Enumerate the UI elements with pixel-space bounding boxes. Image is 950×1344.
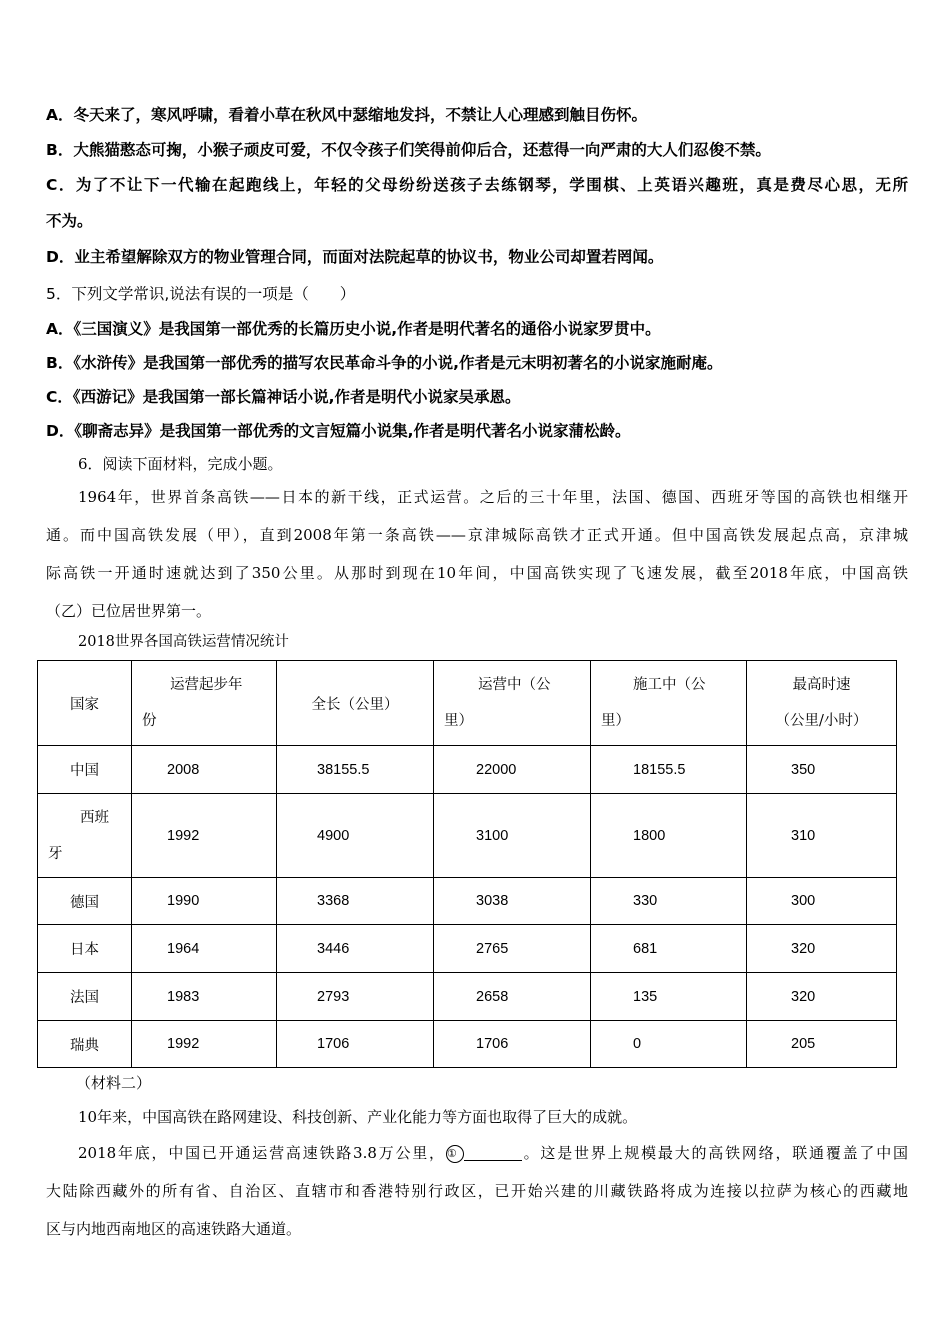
cell-building: 18155.5 bbox=[591, 746, 747, 794]
material1-line-2: 通。而中国高铁发展（甲），直到2008年第一条高铁——京津城际高铁才正式开通。但中国高铁发展起点高，京津城 bbox=[46, 526, 908, 544]
table-row bbox=[38, 973, 897, 1021]
cell-country: 瑞典 bbox=[38, 1021, 132, 1068]
material2-label: （材料二） bbox=[76, 1074, 152, 1092]
cell-year: 1983 bbox=[132, 973, 277, 1021]
q4-option-c: C．为了不让下一代输在起跑线上，年轻的父母纷纷送孩子去练钢琴，学围棋、上英语兴趣班，真是费尽心思，无所 bbox=[46, 176, 908, 194]
header-max-speed: 最高时速 （公里/小时） bbox=[747, 661, 897, 746]
cell-building: 681 bbox=[591, 925, 747, 973]
cell-speed: 350 bbox=[747, 746, 897, 794]
cell-speed: 310 bbox=[747, 794, 897, 878]
table-row bbox=[38, 925, 897, 973]
material2-paragraph-2 bbox=[46, 1134, 908, 1248]
cell-operating: 3038 bbox=[434, 878, 591, 925]
cell-length: 4900 bbox=[277, 794, 434, 878]
cell-length: 2793 bbox=[277, 973, 434, 1021]
cell-operating: 1706 bbox=[434, 1021, 591, 1068]
material2-p2-line-1: 2018年底，中国已开通运营高速铁路3.8万公里，① 。这是世界上规模最大的高铁网络，联通覆盖了中国 bbox=[78, 1144, 908, 1162]
material1-line-3: 际高铁一开通时速就达到了350公里。从那时到现在10年间，中国高铁实现了飞速发展，截至2018年底，中国高铁 bbox=[46, 564, 908, 582]
hsr-stats-table bbox=[37, 660, 897, 1068]
cell-speed: 320 bbox=[747, 973, 897, 1021]
cell-building: 0 bbox=[591, 1021, 747, 1068]
cell-speed: 205 bbox=[747, 1021, 897, 1068]
cell-country: 中国 bbox=[38, 746, 132, 794]
table-header-row bbox=[38, 661, 897, 746]
q4-option-c-cont: 不为。 bbox=[46, 212, 93, 230]
header-under-construction: 施工中（公 里） bbox=[591, 661, 747, 746]
cell-building: 330 bbox=[591, 878, 747, 925]
blank-marker: ① bbox=[446, 1145, 464, 1163]
cell-country: 德国 bbox=[38, 878, 132, 925]
cell-operating: 2765 bbox=[434, 925, 591, 973]
cell-building: 1800 bbox=[591, 794, 747, 878]
q5-option-a: A．《三国演义》是我国第一部优秀的长篇历史小说,作者是明代著名的通俗小说家罗贯中。 bbox=[46, 320, 661, 338]
table-row bbox=[38, 1021, 897, 1068]
cell-building: 135 bbox=[591, 973, 747, 1021]
cell-speed: 320 bbox=[747, 925, 897, 973]
q5-option-c: C．《西游记》是我国第一部长篇神话小说,作者是明代小说家吴承恩。 bbox=[46, 388, 521, 406]
cell-country: 日本 bbox=[38, 925, 132, 973]
q6-stem: 6．阅读下面材料，完成小题。 bbox=[78, 455, 283, 473]
header-operating: 运营中（公 里） bbox=[434, 661, 591, 746]
cell-year: 1992 bbox=[132, 794, 277, 878]
cell-operating: 22000 bbox=[434, 746, 591, 794]
cell-operating: 2658 bbox=[434, 973, 591, 1021]
cell-length: 38155.5 bbox=[277, 746, 434, 794]
cell-country: 法国 bbox=[38, 973, 132, 1021]
material1-paragraph bbox=[46, 478, 908, 630]
q4-option-d: D．业主希望解除双方的物业管理合同，而面对法院起草的协议书，物业公司却置若罔闻。 bbox=[46, 248, 664, 266]
q5-option-b: B．《水浒传》是我国第一部优秀的描写农民革命斗争的小说,作者是元末明初著名的小说家施耐庵。 bbox=[46, 354, 723, 372]
cell-year: 2008 bbox=[132, 746, 277, 794]
q4-option-b: B．大熊猫憨态可掬，小猴子顽皮可爱，不仅令孩子们笑得前仰后合，还惹得一向严肃的大人们忍俊不禁。 bbox=[46, 141, 771, 159]
material2-p1-text: 10年来，中国高铁在路网建设、科技创新、产业化能力等方面也取得了巨大的成就。 bbox=[78, 1108, 638, 1126]
material1-line-1: 1964年，世界首条高铁——日本的新干线，正式运营。之后的三十年里，法国、德国、西班牙等国的高铁也相继开 bbox=[78, 488, 908, 506]
header-total-length: 全长（公里） bbox=[277, 661, 434, 746]
header-country: 国家 bbox=[38, 661, 132, 746]
cell-year: 1992 bbox=[132, 1021, 277, 1068]
material2-p2-line-3: 区与内地西南地区的高速铁路大通道。 bbox=[46, 1220, 302, 1238]
material2-p2-line-2: 大陆除西藏外的所有省、自治区、直辖市和香港特别行政区，已开始兴建的川藏铁路将成为连接以拉萨为核心的西藏地 bbox=[46, 1182, 908, 1200]
cell-speed: 300 bbox=[747, 878, 897, 925]
table-row bbox=[38, 746, 897, 794]
q5-stem: 5．下列文学常识,说法有误的一项是（ ） bbox=[46, 285, 356, 303]
cell-year: 1964 bbox=[132, 925, 277, 973]
cell-length: 3368 bbox=[277, 878, 434, 925]
q4-option-a: A．冬天来了，寒风呼啸，看着小草在秋风中瑟缩地发抖，不禁让人心理感到触目伤怀。 bbox=[46, 106, 647, 124]
material2-paragraph-1 bbox=[46, 1098, 908, 1136]
cell-operating: 3100 bbox=[434, 794, 591, 878]
header-start-year: 运营起步年 份 bbox=[132, 661, 277, 746]
cell-country: 西班 牙 bbox=[38, 794, 132, 878]
table-row bbox=[38, 794, 897, 878]
cell-length: 1706 bbox=[277, 1021, 434, 1068]
material1-line-4: （乙）已位居世界第一。 bbox=[46, 602, 212, 620]
q5-option-d: D．《聊斋志异》是我国第一部优秀的文言短篇小说集,作者是明代著名小说家蒲松龄。 bbox=[46, 422, 631, 440]
table-row bbox=[38, 878, 897, 925]
cell-year: 1990 bbox=[132, 878, 277, 925]
cell-length: 3446 bbox=[277, 925, 434, 973]
table-caption: 2018世界各国高铁运营情况统计 bbox=[78, 634, 289, 650]
answer-blank[interactable] bbox=[464, 1144, 522, 1161]
